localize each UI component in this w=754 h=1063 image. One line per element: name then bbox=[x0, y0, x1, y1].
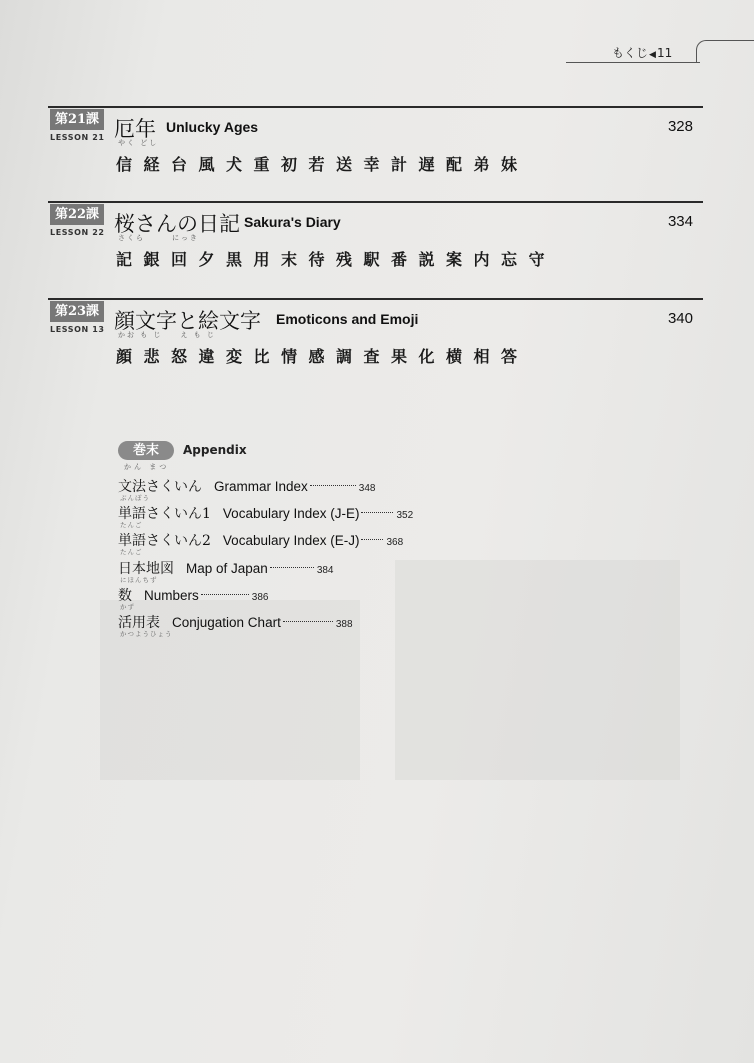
lesson-badge: 第22課 bbox=[50, 204, 104, 225]
header-section: もくじ bbox=[612, 46, 649, 60]
appendix-item-jp: 文法さくいん bbox=[118, 479, 202, 495]
appendix-item-reading: にほんちず bbox=[120, 576, 158, 584]
bleed-through-image-1 bbox=[395, 560, 680, 780]
lesson-rule bbox=[48, 106, 703, 108]
running-header bbox=[612, 44, 672, 61]
appendix-item-jp: 日本地図 bbox=[118, 561, 174, 577]
lesson-page-number: 334 bbox=[667, 213, 693, 230]
lesson-kanji-list: 記銀回夕黒用末待残駅番説案内忘守 bbox=[116, 250, 557, 269]
header-tab bbox=[696, 40, 754, 63]
appendix-item bbox=[118, 503, 413, 529]
appendix-item-jp: 単語さくいん2 bbox=[118, 533, 211, 549]
lesson-title-reading: やく どし bbox=[118, 139, 159, 147]
appendix-item bbox=[118, 530, 403, 556]
lesson-page-number: 328 bbox=[667, 118, 693, 135]
lesson-title-reading: かお も じ え も じ bbox=[118, 331, 216, 339]
lesson-kanji-list: 信経台風犬重初若送幸計遅配弟妹 bbox=[116, 155, 529, 174]
appendix-item-en: Numbers bbox=[144, 588, 199, 603]
lesson-rule bbox=[48, 298, 703, 300]
lesson-number: LESSON 21 bbox=[50, 133, 105, 142]
leader-dots bbox=[201, 594, 249, 595]
appendix-item-reading: たんご bbox=[120, 548, 143, 556]
appendix-title: Appendix bbox=[183, 443, 247, 457]
lesson-page-number: 340 bbox=[667, 310, 693, 327]
lesson-rule bbox=[48, 201, 703, 203]
leader-dots bbox=[310, 485, 356, 486]
appendix-item-page: 386 bbox=[251, 592, 269, 603]
appendix-item-page: 384 bbox=[316, 565, 334, 576]
lesson-title-reading: さくら にっき bbox=[118, 234, 199, 242]
appendix-item bbox=[118, 585, 268, 611]
lesson-entry-23 bbox=[48, 298, 703, 398]
appendix-item bbox=[118, 476, 375, 502]
lesson-badge: 第21課 bbox=[50, 109, 104, 130]
header-rule bbox=[566, 62, 700, 63]
leader-dots bbox=[270, 567, 314, 568]
appendix-item-page: 352 bbox=[396, 510, 414, 521]
leader-dots bbox=[361, 539, 383, 540]
leader-dots bbox=[361, 512, 393, 513]
appendix-item-jp: 数 bbox=[118, 588, 132, 604]
lesson-title-jp: 厄年 bbox=[114, 117, 156, 141]
appendix-item-reading: たんご bbox=[120, 521, 143, 529]
lesson-number: LESSON 13 bbox=[50, 325, 105, 334]
appendix-item-reading: かず bbox=[120, 603, 135, 611]
lesson-title-en: Sakura's Diary bbox=[244, 214, 341, 230]
lesson-title-jp: 桜さんの日記 bbox=[114, 212, 240, 236]
appendix-item-jp: 単語さくいん1 bbox=[118, 506, 211, 522]
appendix-item-en: Conjugation Chart bbox=[172, 615, 281, 630]
lesson-title-en: Emoticons and Emoji bbox=[276, 311, 419, 327]
appendix-item bbox=[118, 558, 334, 584]
lesson-entry-21 bbox=[48, 106, 703, 206]
lesson-title-jp: 顔文字と絵文字 bbox=[114, 309, 261, 333]
lesson-badge: 第23課 bbox=[50, 301, 104, 322]
lesson-title-en: Unlucky Ages bbox=[166, 119, 259, 135]
header-page-number: 11 bbox=[656, 46, 673, 60]
appendix-badge: 巻末 bbox=[118, 441, 174, 460]
lesson-number: LESSON 22 bbox=[50, 228, 105, 237]
appendix-item-page: 388 bbox=[335, 619, 353, 630]
appendix-item-page: 348 bbox=[358, 483, 376, 494]
appendix-item-en: Grammar Index bbox=[214, 479, 308, 494]
appendix-item-page: 368 bbox=[386, 537, 404, 548]
appendix-item-en: Map of Japan bbox=[186, 561, 268, 576]
appendix-item-en: Vocabulary Index (J-E) bbox=[222, 506, 360, 521]
lesson-entry-22 bbox=[48, 201, 703, 301]
appendix-item-en: Vocabulary Index (E-J) bbox=[222, 533, 360, 548]
appendix-item-reading: かつようひょう bbox=[120, 630, 173, 638]
triangle-left-icon: ◀ bbox=[649, 50, 656, 60]
appendix-item-reading: ぶんぽう bbox=[120, 494, 150, 502]
lesson-kanji-list: 顔悲怒違変比情感調査果化横相答 bbox=[116, 347, 529, 366]
appendix-item bbox=[118, 612, 353, 638]
appendix-item-jp: 活用表 bbox=[118, 615, 160, 631]
leader-dots bbox=[283, 621, 333, 622]
appendix-badge-reading: かん まつ bbox=[124, 463, 170, 471]
